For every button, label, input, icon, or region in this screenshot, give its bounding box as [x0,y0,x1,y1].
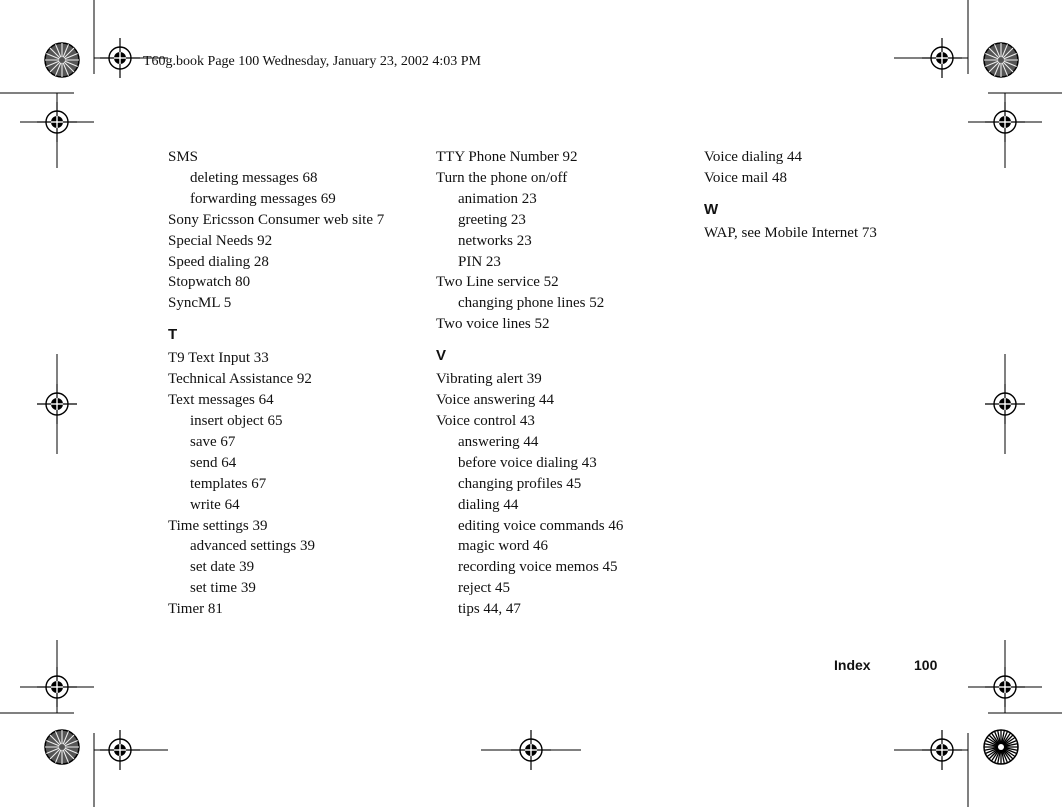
index-subentry: changing phone lines 52 [458,295,605,312]
index-letter-heading: W [704,200,719,218]
index-entry: Voice control 43 [436,412,535,429]
index-entry: Voice answering 44 [436,392,555,409]
index-entry: Technical Assistance 92 [168,371,312,388]
index-entry: TTY Phone Number 92 [436,149,578,165]
index-subentry: save 67 [190,433,236,450]
index-entry: Speed dialing 28 [168,253,269,270]
footer-section-title: Index [834,657,871,673]
index-entry: Voice mail 48 [704,169,788,186]
index-letter-heading: V [436,347,447,365]
index-subentry: templates 67 [190,475,267,492]
index-entry: Text messages 64 [168,392,274,409]
index-subentry: reject 45 [458,580,511,597]
index-subentry: insert object 65 [190,412,283,429]
footer-page-number: 100 [914,657,938,673]
index-column-1 [168,147,428,620]
index-entry: Timer 81 [168,601,223,618]
index-entry: Two Line service 52 [436,274,559,291]
index-letter-heading: T [168,326,178,344]
index-subentry: advanced settings 39 [190,538,315,555]
index-subentry: before voice dialing 43 [458,454,597,471]
index-entry: Special Needs 92 [168,232,273,249]
index-entry: SyncML 5 [168,295,232,312]
index-subentry: editing voice commands 46 [458,517,624,534]
index-entry: Stopwatch 80 [168,274,251,291]
index-subentry: changing profiles 45 [458,475,582,492]
index-subentry: answering 44 [458,433,539,450]
index-column-3 [704,147,964,244]
index-subentry: forwarding messages 69 [190,190,336,207]
index-entry: Turn the phone on/off [436,169,568,186]
index-subentry: recording voice memos 45 [458,559,618,576]
index-entry: Time settings 39 [168,517,268,534]
index-subentry: dialing 44 [458,496,519,513]
index-column-2 [436,147,696,620]
index-entry: T9 Text Input 33 [168,350,269,367]
index-subentry: deleting messages 68 [190,169,318,186]
index-subentry: animation 23 [458,190,537,207]
index-subentry: set time 39 [190,580,256,597]
index-entry: Voice dialing 44 [704,149,803,165]
index-entry: Two voice lines 52 [436,316,550,333]
index-subentry: set date 39 [190,559,255,576]
index-subentry: tips 44, 47 [458,601,521,618]
index-entry: WAP, see Mobile Internet 73 [704,224,877,241]
index-subentry: greeting 23 [458,211,526,228]
index-subentry: magic word 46 [458,538,548,555]
index-entry: Sony Ericsson Consumer web site 7 [168,211,385,228]
print-slug-header: T60g.book Page 100 Wednesday, January 23, 2002 4:03 PM [143,54,481,69]
index-subentry: PIN 23 [458,253,501,270]
index-subentry: send 64 [190,454,237,471]
index-subentry: write 64 [190,496,240,513]
index-entry: SMS [168,149,199,165]
index-subentry: networks 23 [458,232,532,249]
index-entry: Vibrating alert 39 [436,371,542,388]
